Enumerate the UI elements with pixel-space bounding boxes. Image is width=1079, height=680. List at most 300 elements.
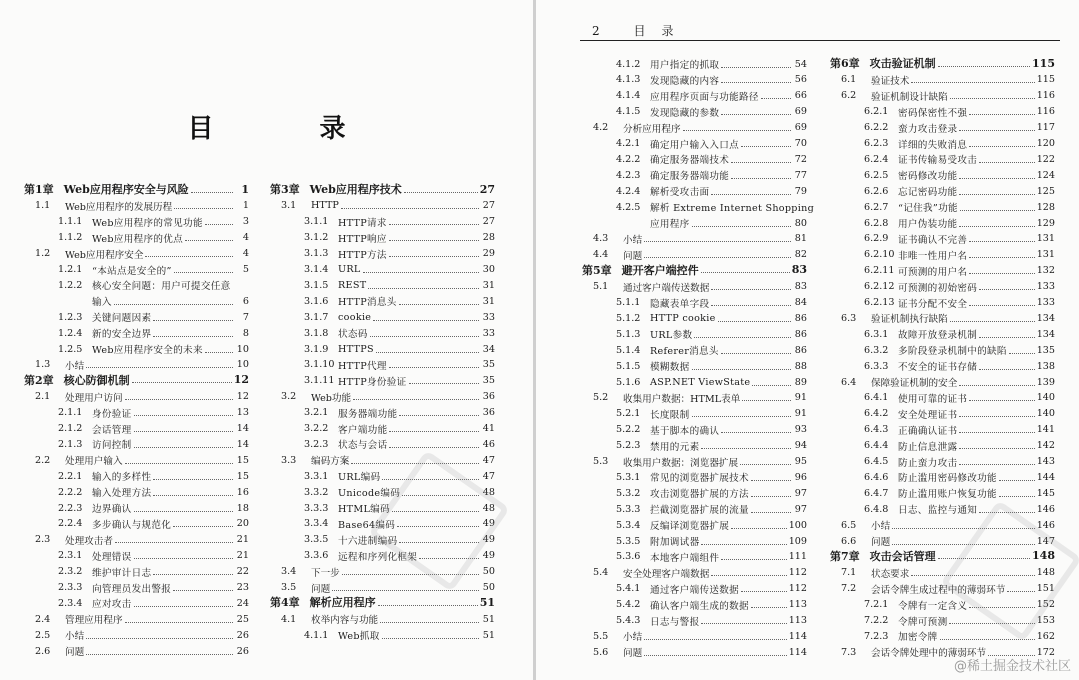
toc-entry-page: 25	[236, 613, 249, 625]
toc-entry-number: 5.1.5	[616, 360, 641, 372]
toc-entry	[270, 389, 495, 405]
toc-leader-dots	[911, 82, 1034, 83]
toc-entry	[270, 436, 495, 452]
toc-entry-title: 核心防御机制	[63, 373, 130, 387]
toc-entry	[24, 516, 249, 532]
toc-entry-title: 小结	[65, 360, 85, 372]
toc-entry-page: 114	[788, 646, 807, 658]
toc-entry-title: 模糊数据	[650, 362, 690, 374]
toc-entry-title: 确定服务器端技术	[650, 155, 730, 167]
toc-entry-page: 51	[482, 613, 495, 625]
toc-entry	[24, 484, 249, 500]
toc-entry	[582, 549, 807, 565]
toc-entry-number: 4.1.2	[616, 58, 641, 70]
toc-leader-dots	[370, 336, 479, 337]
toc-entry-page: 122	[1036, 153, 1055, 165]
toc-entry	[582, 628, 807, 644]
toc-entry-number: 6.2.11	[864, 265, 895, 277]
toc-entry-page: 35	[482, 359, 495, 371]
toc-entry-page: 124	[1036, 169, 1055, 181]
toc-entry-title: HTTP cookie	[650, 312, 716, 324]
toc-leader-dots	[389, 447, 479, 448]
toc-entry	[270, 262, 495, 278]
toc-entry-title: 证书传输易受攻击	[898, 155, 978, 167]
toc-entry	[582, 215, 807, 231]
toc-leader-dots	[132, 382, 232, 383]
toc-entry-page: 12	[236, 391, 249, 403]
toc-entry-page: 133	[1036, 297, 1055, 308]
toc-entry-title: 状态要求	[871, 568, 910, 580]
toc-entry-title: Web应用程序的常见功能	[92, 217, 203, 229]
toc-entry	[830, 151, 1055, 167]
toc-leader-dots	[332, 590, 479, 591]
toc-entry-title: Web应用程序的优点	[92, 233, 184, 245]
toc-leader-dots	[692, 369, 791, 370]
toc-leader-dots	[134, 558, 233, 559]
toc-entry	[270, 421, 495, 437]
toc-entry-number: 2.2.2	[58, 486, 83, 498]
toc-entry-title: 防止滥用账户恢复功能	[898, 489, 997, 501]
toc-entry-title: 日志、监控与通知	[898, 505, 978, 517]
toc-entry-page: 133	[1036, 281, 1055, 293]
toc-leader-dots	[134, 415, 233, 416]
header-rule	[580, 40, 1060, 41]
toc-entry-title: HTTP请求	[338, 217, 387, 229]
toc-entry-title: 用户伪装功能	[898, 219, 958, 230]
toc-entry-page: 5	[242, 264, 249, 275]
toc-leader-dots	[185, 240, 233, 241]
toc-entry-number: 4.1.1	[304, 629, 329, 641]
toc-entry	[582, 438, 807, 454]
toc-entry-number: 3.1.1	[304, 216, 329, 228]
toc-entry	[582, 310, 807, 326]
toc-leader-dots	[701, 448, 791, 449]
toc-entry-title: 防止信息泄露	[898, 441, 958, 453]
toc-entry	[582, 295, 807, 311]
toc-entry-title: 详细的失败消息	[898, 139, 968, 151]
toc-entry-number: 4.2.4	[616, 185, 641, 197]
toc-entry-page: 77	[794, 169, 807, 181]
toc-entry-page: 141	[1036, 424, 1055, 436]
toc-leader-dots	[979, 369, 1035, 370]
toc-leader-dots	[721, 114, 791, 115]
toc-entry-title: 应用程序	[650, 219, 690, 230]
toc-entry-title: URL编码	[338, 472, 381, 484]
toc-entry	[24, 564, 249, 580]
toc-entry-title: 日志与警报	[650, 616, 700, 628]
toc-leader-dots	[969, 241, 1034, 242]
toc-entry	[830, 72, 1055, 88]
toc-entry-number: 2.3.3	[58, 582, 83, 593]
toc-entry	[582, 183, 807, 199]
toc-entry	[24, 580, 249, 596]
toc-leader-dots	[378, 605, 478, 606]
toc-leader-dots	[969, 114, 1034, 115]
toc-entry-title: HTTP	[311, 200, 339, 212]
toc-entry-number: 7.1	[841, 567, 857, 579]
toc-entry-page: 145	[1036, 487, 1055, 499]
toc-entry	[24, 452, 249, 468]
toc-entry-page: 93	[794, 424, 807, 436]
toc-entry-number: 4.2.1	[616, 138, 641, 149]
toc-entry-title: Referer消息头	[650, 346, 719, 358]
toc-leader-dots	[950, 98, 1035, 99]
toc-entry	[582, 167, 807, 183]
toc-entry-number: 5.3.1	[616, 471, 641, 483]
toc-entry	[24, 468, 249, 484]
toc-leader-dots	[701, 272, 790, 273]
toc-leader-dots	[86, 654, 233, 655]
toc-entry	[830, 231, 1055, 247]
toc-entry-page: 140	[1036, 392, 1055, 404]
toc-entry-title: 证书分配不安全	[898, 298, 968, 310]
toc-leader-dots	[134, 511, 233, 512]
toc-entry-title: URL	[338, 264, 361, 275]
toc-title: 目 录	[187, 114, 386, 144]
toc-entry-number: 第1章	[24, 183, 54, 196]
toc-entry-title: 状态码	[338, 329, 368, 341]
toc-entry-title: 问题	[871, 537, 891, 548]
toc-leader-dots	[721, 67, 791, 68]
toc-entry-title: Web应用程序技术	[309, 183, 402, 196]
toc-entry-title: 密码修改功能	[898, 171, 958, 183]
toc-entry-number: 5.1.3	[616, 328, 641, 340]
toc-entry-page: 4	[242, 248, 249, 260]
toc-leader-dots	[86, 638, 233, 639]
toc-leader-dots	[938, 66, 1030, 67]
toc-entry	[830, 326, 1055, 342]
toc-entry-title: 服务器端功能	[338, 408, 398, 420]
toc-entry-title: 会话管理	[92, 424, 132, 436]
toc-entry-page: 80	[794, 217, 807, 229]
toc-entry-number: 6.2.3	[864, 138, 889, 149]
toc-entry-page: 6	[242, 295, 249, 307]
toc-entry-page: 115	[1032, 56, 1055, 70]
page-number: 2	[592, 24, 602, 38]
toc-entry-title: 避开客户端控件	[621, 263, 699, 277]
toc-leader-dots	[969, 146, 1034, 147]
toc-chapter-entry	[24, 372, 249, 388]
toc-entry-page: 89	[794, 376, 807, 388]
toc-leader-dots	[351, 463, 479, 464]
toc-entry-page: 14	[236, 423, 249, 434]
toc-entry-number: 6.3.2	[864, 344, 889, 356]
toc-entry	[24, 277, 249, 293]
toc-entry	[24, 262, 249, 278]
toc-entry-page: 143	[1036, 456, 1055, 467]
toc-entry-page: 27	[482, 216, 495, 228]
toc-entry-page: 46	[482, 438, 495, 450]
toc-entry-page: 109	[788, 535, 807, 547]
toc-entry-number: 6.2.5	[864, 169, 889, 181]
toc-entry-title: HTTP消息头	[338, 297, 397, 309]
toc-entry-title: Web应用程序的发展历程	[65, 201, 173, 213]
toc-entry-page: 47	[482, 470, 495, 482]
toc-entry-title: 处理用户访问	[65, 392, 123, 404]
toc-leader-dots	[174, 272, 233, 273]
toc-entry-number: 6.3.3	[864, 360, 889, 372]
toc-leader-dots	[761, 98, 791, 99]
toc-entry	[830, 422, 1055, 438]
toc-entry	[582, 533, 807, 549]
toc-entry-number: 2.2.4	[58, 518, 83, 530]
toc-entry	[830, 358, 1055, 374]
toc-chapter-entry	[582, 262, 807, 278]
toc-entry-page: 148	[1036, 567, 1055, 579]
toc-entry-number: 1.2	[35, 248, 51, 260]
toc-leader-dots	[731, 162, 791, 163]
toc-entry-number: 2.3	[35, 534, 51, 546]
toc-entry-page: 1	[241, 182, 249, 196]
toc-entry-page: 138	[1036, 360, 1055, 372]
toc-entry-number: 3.3.3	[304, 502, 329, 514]
toc-entry-page: 10	[236, 359, 249, 371]
toc-entry	[830, 454, 1055, 470]
toc-entry-title: 反编译浏览器扩展	[650, 521, 730, 533]
toc-entry-number: 6.4.7	[864, 487, 889, 499]
toc-chapter-entry	[830, 55, 1055, 71]
toc-entry-number: 3.1.2	[304, 232, 329, 244]
toc-entry-number: 3.1	[281, 200, 297, 212]
toc-entry-number: 6.4.2	[864, 408, 889, 420]
toc-entry-title: 会话令牌处理中的薄弱环节	[871, 648, 987, 660]
toc-entry-number: 7.2.3	[864, 630, 889, 642]
toc-leader-dots	[153, 574, 233, 575]
toc-entry-title: 核心安全问题：用户可提交任意	[92, 281, 231, 293]
toc-entry-number: 2.3.2	[58, 566, 83, 578]
toc-entry	[830, 501, 1055, 517]
toc-entry-title: 验证机制设计缺陷	[871, 91, 948, 103]
toc-entry-number: 4.2.3	[616, 169, 641, 181]
toc-entry-number: 2.1	[35, 391, 51, 403]
toc-entry-page: 23	[236, 582, 249, 593]
toc-entry-page: 66	[794, 90, 807, 102]
toc-entry-number: 1.2.5	[58, 343, 83, 355]
toc-entry-number: 5.6	[593, 646, 609, 658]
toc-entry-number: 5.1.4	[616, 344, 641, 356]
toc-entry-page: 69	[794, 106, 807, 118]
toc-entry	[582, 454, 807, 470]
toc-entry-page: 95	[794, 456, 807, 467]
toc-entry	[830, 247, 1055, 263]
toc-entry-number: 3.1.8	[304, 327, 329, 339]
toc-entry-title: 确认客户端生成的数据	[650, 600, 749, 612]
toc-entry	[582, 581, 807, 597]
toc-entry-page: 148	[1032, 549, 1055, 563]
toc-entry-title: 防止滥用密码修改功能	[898, 473, 997, 485]
toc-entry-page: 91	[794, 408, 807, 420]
toc-entry-page: 112	[788, 583, 807, 595]
toc-entry-page: 34	[482, 343, 495, 355]
toc-entry-title: 附加调试器	[650, 537, 700, 548]
toc-entry	[830, 406, 1055, 422]
toc-entry-title: 可预测的初始密码	[898, 282, 978, 294]
toc-entry-page: 132	[1036, 265, 1055, 277]
toc-entry-page: 16	[236, 486, 249, 498]
toc-entry-title: 收集用户数据：浏览器扩展	[623, 457, 739, 469]
toc-entry-page: 36	[482, 391, 495, 403]
toc-entry-title: HTTP响应	[338, 233, 387, 245]
toc-entry-number: 5.1.6	[616, 376, 641, 388]
toc-entry-title: REST	[338, 279, 367, 291]
toc-entry-number: 1.2.4	[58, 327, 83, 339]
toc-entry	[24, 309, 249, 325]
toc-entry-page: 146	[1036, 503, 1055, 515]
toc-entry-number: 7.3	[841, 646, 857, 658]
toc-entry-number: 5.1.2	[616, 312, 641, 324]
toc-entry-number: 5.2.3	[616, 440, 641, 452]
toc-leader-dots	[115, 542, 233, 543]
toc-entry-title: 小结	[623, 632, 643, 644]
toc-entry-number: 1.1.2	[58, 232, 83, 244]
toc-entry-number: 5.3	[593, 456, 609, 467]
toc-leader-dots	[711, 575, 786, 576]
toc-entry-title: 十六进制编码	[338, 535, 398, 547]
toc-entry-number: 1.2.2	[58, 279, 83, 291]
toc-leader-dots	[125, 463, 233, 464]
toc-entry-number: 6.2.13	[864, 297, 895, 308]
toc-leader-dots	[694, 337, 791, 338]
toc-entry-title: 状态与会话	[338, 440, 388, 452]
toc-entry-page: 113	[788, 615, 807, 626]
toc-leader-dots	[173, 590, 233, 591]
toc-entry	[830, 88, 1055, 104]
toc-entry	[270, 246, 495, 262]
toc-entry-title: 客户端功能	[338, 424, 388, 436]
toc-entry-number: 6.6	[841, 535, 857, 547]
toc-entry-number: 2.5	[35, 629, 51, 641]
toc-entry-page: 134	[1036, 312, 1055, 324]
toc-entry-page: 30	[482, 264, 495, 275]
toc-entry-number: 3.3.5	[304, 534, 329, 546]
toc-entry-title: 问题	[65, 647, 85, 659]
toc-entry-number: 6.4	[841, 376, 857, 388]
toc-entry-page: 83	[794, 281, 807, 293]
toc-entry-title: 非唯一性用户名	[898, 250, 968, 262]
toc-entry-title: 通过客户端传送数据	[623, 282, 710, 294]
toc-entry-page: 33	[482, 327, 495, 339]
toc-entry	[582, 422, 807, 438]
toc-entry-number: 6.2.10	[864, 249, 895, 261]
toc-entry-number: 4.2.2	[616, 153, 641, 165]
toc-leader-dots	[692, 226, 791, 227]
toc-entry-page: 151	[1036, 583, 1055, 595]
toc-entry-page: 83	[791, 263, 807, 277]
toc-entry-page: 115	[1036, 74, 1055, 86]
toc-entry-number: 6.5	[841, 519, 857, 531]
toc-entry-number: 2.3.1	[58, 550, 83, 562]
toc-entry-number: 3.2	[281, 391, 297, 403]
toc-entry-title: 边界确认	[92, 504, 132, 515]
toc-entry-page: 26	[236, 629, 249, 641]
toc-entry-number: 7.2.1	[864, 599, 889, 611]
toc-entry-page: 47	[482, 454, 495, 466]
toc-leader-dots	[959, 130, 1034, 131]
toc-entry-title: 发现隐藏的参数	[650, 107, 720, 119]
toc-leader-dots	[389, 256, 479, 257]
toc-leader-dots	[368, 288, 479, 289]
toc-entry	[270, 405, 495, 421]
toc-entry-title: 安全处理客户端数据	[623, 568, 710, 580]
toc-entry-page: 70	[794, 138, 807, 149]
toc-leader-dots	[959, 385, 1034, 386]
toc-leader-dots	[959, 226, 1034, 227]
toc-entry-number: 5.1	[593, 281, 609, 293]
toc-entry-page: 135	[1036, 344, 1055, 356]
toc-entry-title: HTTPS	[338, 343, 374, 355]
toc-entry-title: 问题	[623, 250, 643, 262]
toc-entry-page: 88	[794, 360, 807, 372]
toc-entry	[24, 230, 249, 246]
toc-entry-page: 51	[479, 595, 495, 609]
toc-entry-number: 2.1.1	[58, 407, 83, 419]
toc-entry-page: 100	[788, 519, 807, 531]
toc-entry-page: 50	[482, 582, 495, 593]
toc-entry-page: 152	[1036, 599, 1055, 611]
toc-leader-dots	[153, 495, 233, 496]
toc-entry	[582, 326, 807, 342]
toc-entry-page: 140	[1036, 408, 1055, 420]
toc-leader-dots	[341, 208, 479, 209]
toc-entry	[830, 104, 1055, 120]
toc-entry-page: 162	[1036, 630, 1055, 642]
toc-entry-title: 基于脚本的确认	[650, 425, 720, 437]
toc-entry-title: 访问控制	[92, 440, 132, 452]
toc-entry-number: 5.3.6	[616, 551, 641, 563]
toc-entry-title: 可预测的用户名	[898, 266, 968, 278]
toc-entry	[582, 199, 815, 215]
toc-entry-number: 3.4	[281, 566, 297, 578]
toc-entry-number: 第3章	[270, 183, 300, 196]
toc-entry-number: 3.3	[281, 454, 297, 466]
toc-entry-number: 3.2.3	[304, 438, 329, 450]
toc-entry-number: 3.2.1	[304, 407, 329, 419]
toc-leader-dots	[205, 224, 233, 225]
toc-entry-number: 3.3.2	[304, 486, 329, 498]
toc-entry-number: 6.2.2	[864, 122, 889, 134]
toc-entry	[830, 374, 1055, 390]
toc-entry-number: 5.3.5	[616, 535, 641, 547]
toc-entry-title: 分析应用程序	[623, 123, 681, 135]
toc-entry-title: 不安全的证书存储	[898, 362, 978, 374]
toc-entry-number: 5.2	[593, 392, 609, 404]
toc-entry-page: 48	[482, 502, 495, 514]
toc-leader-dots	[999, 480, 1035, 481]
toc-entry-title: URL参数	[650, 330, 693, 342]
toc-entry-page: 18	[236, 502, 249, 514]
toc-entry-page: 97	[794, 487, 807, 499]
toc-entry-page: 35	[482, 375, 495, 387]
toc-leader-dots	[373, 320, 479, 321]
toc-entry-page: 10	[236, 343, 249, 355]
toc-entry-number: 6.2.8	[864, 217, 889, 229]
toc-entry	[830, 167, 1055, 183]
toc-entry-title: 用户指定的抓取	[650, 60, 720, 71]
toc-entry-page: 82	[794, 249, 807, 261]
toc-entry-title: 验证技术	[871, 75, 910, 87]
toc-entry	[582, 517, 807, 533]
toc-entry	[582, 406, 807, 422]
toc-entry-page: 27	[479, 182, 495, 196]
toc-leader-dots	[153, 320, 233, 321]
toc-leader-dots	[969, 257, 1034, 258]
toc-entry	[582, 231, 807, 247]
toc-entry-title: 解析受攻击面	[650, 187, 710, 199]
toc-entry-number: 4.1	[281, 613, 297, 625]
toc-entry-page: 84	[794, 297, 807, 308]
toc-entry	[24, 421, 249, 437]
toc-entry-page: 33	[482, 311, 495, 323]
